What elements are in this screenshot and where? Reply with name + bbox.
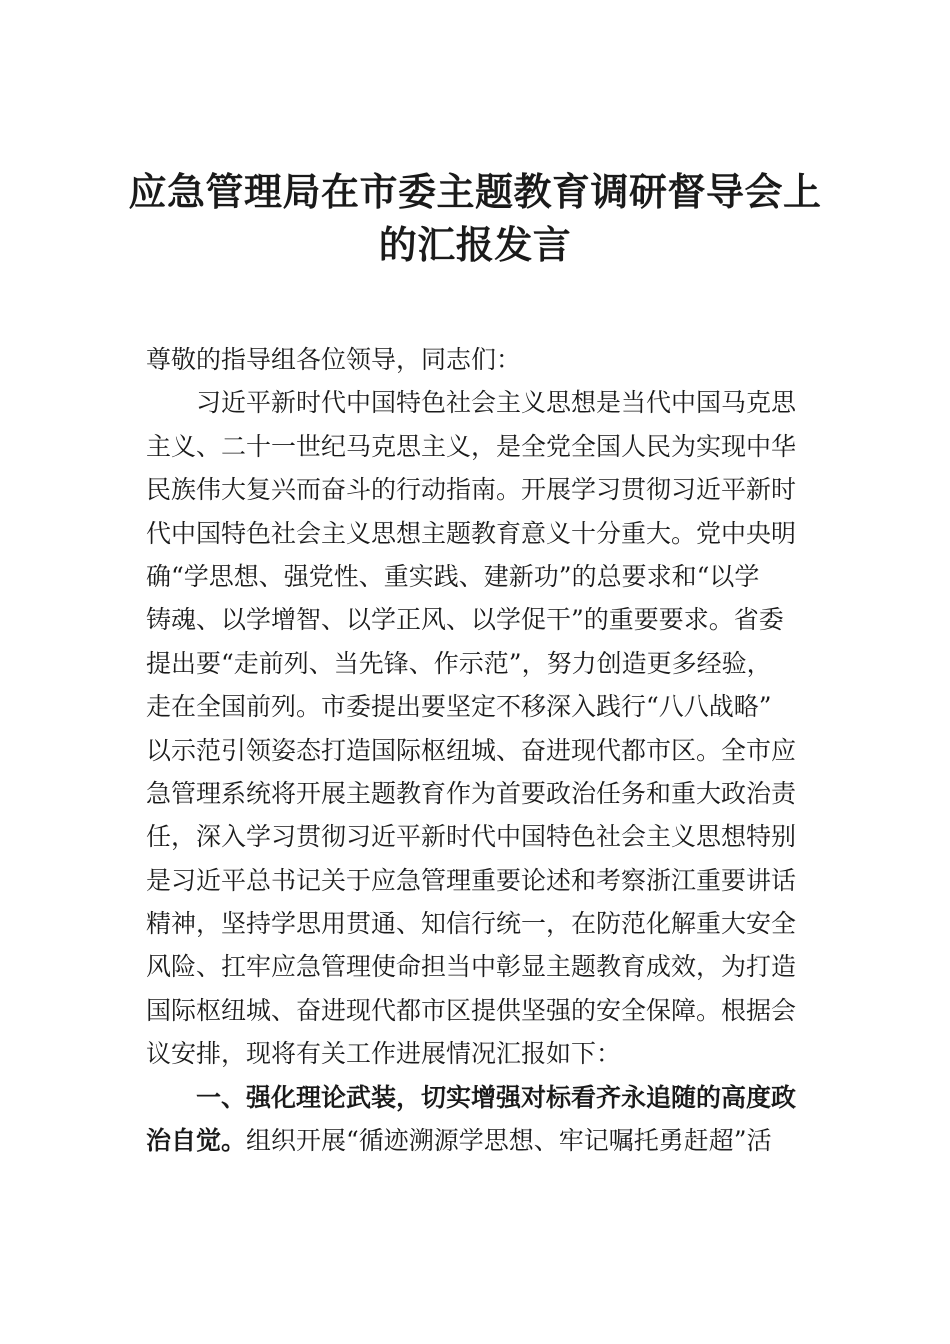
paragraph-line: 国际枢纽城、奋进现代都市区提供坚强的安全保障。根据会 xyxy=(146,995,797,1025)
section-heading-continued xyxy=(146,1119,808,1162)
paragraph-line: 任，深入学习贯彻习近平新时代中国特色社会主义思想特别 xyxy=(146,822,797,852)
paragraph-line: 以示范引领姿态打造国际枢纽城、奋进现代都市区。全市应 xyxy=(146,735,797,765)
document-title-line-2: 的汇报发言 xyxy=(378,222,572,267)
paragraph-line: 铸魂、以学增智、以学正风、以学促干”的重要要求。省委 xyxy=(146,605,784,635)
paragraph-line: 风险、扛牢应急管理使命担当中彰显主题教育成效，为打造 xyxy=(146,952,797,982)
section-heading-end: 治自觉。 xyxy=(146,1126,247,1156)
paragraph-line: 主义、二十一世纪马克思主义，是全党全国人民为实现中华 xyxy=(146,431,797,461)
paragraph-line: 确“学思想、强党性、重实践、建新功”的总要求和“以学 xyxy=(146,561,760,591)
paragraph-line: 急管理系统将开展主题教育作为首要政治任务和重大政治责 xyxy=(146,778,797,808)
paragraph-line: 习近平新时代中国特色社会主义思想是当代中国马克思 xyxy=(196,388,797,418)
paragraph-line: 精神，坚持学思用贯通、知信行统一，在防范化解重大安全 xyxy=(146,909,797,939)
paragraph-line: 走在全国前列。市委提出要坚定不移深入践行“八八战略” xyxy=(146,692,772,722)
paragraph-line: 代中国特色社会主义思想主题教育意义十分重大。党中央明 xyxy=(146,518,797,548)
section-text: 组织开展“循迹溯源学思想、牢记嘱托勇赶超”活 xyxy=(246,1126,772,1156)
paragraph-line: 是习近平总书记关于应急管理重要论述和考察浙江重要讲话 xyxy=(146,865,797,895)
salutation: 尊敬的指导组各位领导，同志们： xyxy=(146,345,522,374)
document-body xyxy=(146,338,808,1162)
paragraph-line: 提出要“走前列、当先锋、作示范”，努力创造更多经验， xyxy=(146,648,772,678)
paragraph-line: 议安排，现将有关工作进展情况汇报如下： xyxy=(146,1039,622,1069)
paragraph-line: 民族伟大复兴而奋斗的行动指南。开展学习贯彻习近平新时 xyxy=(146,475,797,505)
document-title-line-1: 应急管理局在市委主题教育调研督导会上 xyxy=(128,169,822,214)
section-heading: 一、强化理论武装，切实增强对标看齐永追随的高度政 xyxy=(196,1082,797,1112)
